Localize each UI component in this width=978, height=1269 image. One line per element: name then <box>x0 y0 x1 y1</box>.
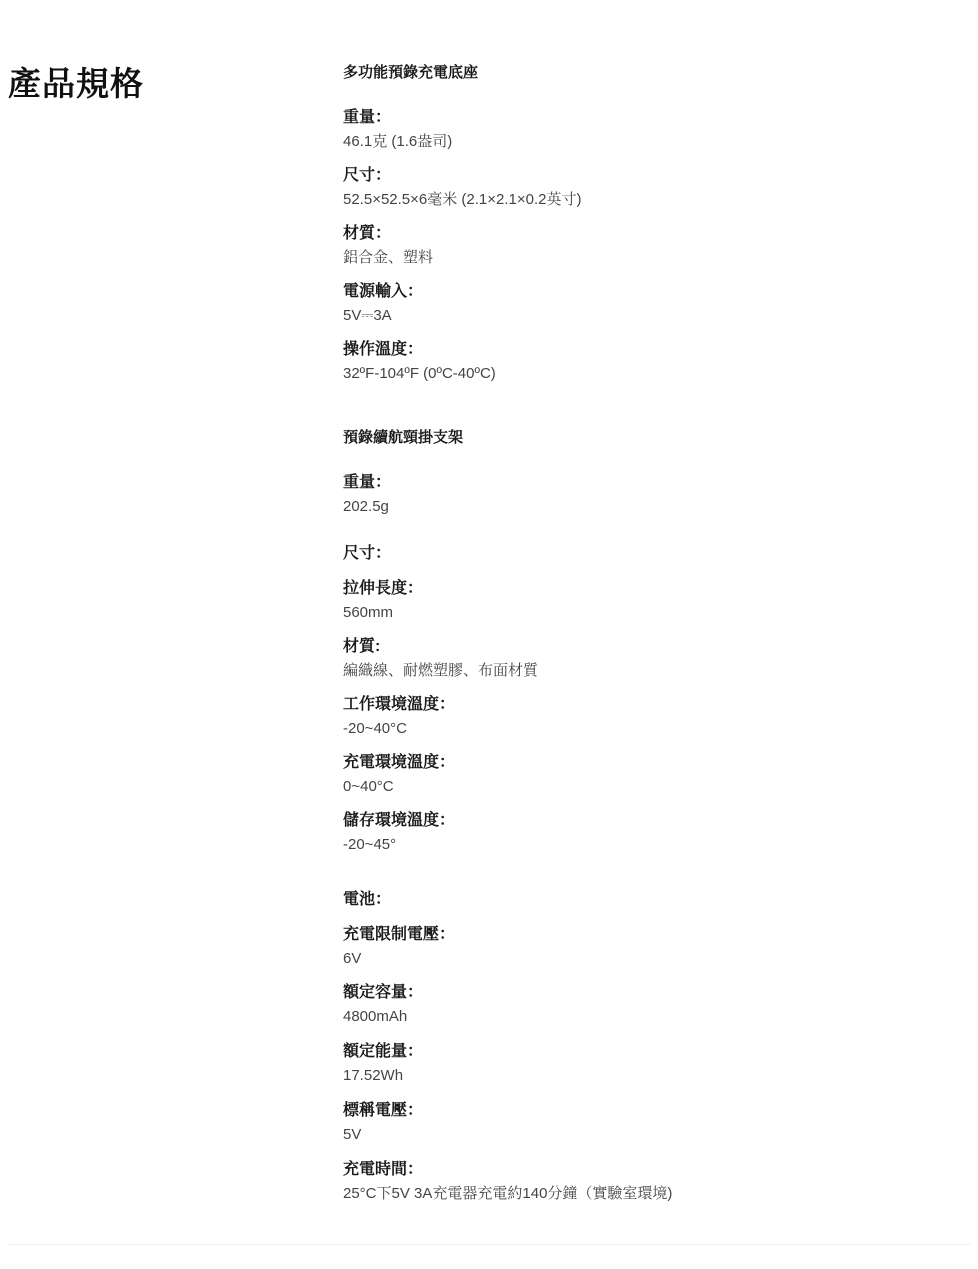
spec-label: 尺寸： <box>343 167 392 184</box>
spec-label: 充電時間： <box>343 1161 424 1178</box>
spec-value: 202.5g <box>343 498 389 515</box>
spec-value: 編織線、耐燃塑膠、布面材質 <box>343 662 539 679</box>
spec-value: 52.5×52.5×6毫米 (2.1×2.1×0.2英寸) <box>343 191 582 208</box>
spec-item-dimensions <box>343 543 391 567</box>
spec-label: 重量： <box>343 474 392 491</box>
spec-item-nominal-voltage <box>343 1100 423 1146</box>
spec-item-weight <box>343 472 391 518</box>
spec-label: 額定能量： <box>343 1043 424 1060</box>
spec-value: -20~40°C <box>343 720 407 737</box>
spec-item-working-temperature <box>343 694 455 740</box>
spec-item-material <box>343 636 963 682</box>
page-title: 產品規格 <box>8 65 144 102</box>
spec-item-storage-temperature <box>343 810 455 856</box>
spec-item-charging-time <box>343 1159 963 1205</box>
spec-item-material <box>343 223 433 269</box>
spec-item-dimensions <box>343 165 963 211</box>
spec-label: 額定容量： <box>343 984 424 1001</box>
spec-value: 0~40°C <box>343 778 394 795</box>
spec-value: 6V <box>343 950 362 967</box>
spec-label: 操作溫度： <box>343 341 424 358</box>
spec-value: 32ºF-104ºF (0ºC-40ºC) <box>343 365 496 382</box>
spec-item-charge-limit-voltage <box>343 924 455 970</box>
spec-label: 拉伸長度： <box>343 580 424 597</box>
spec-label: 尺寸： <box>343 545 392 562</box>
spec-value: 5V⎓3A <box>343 307 392 324</box>
spec-item-stretch-length <box>343 578 423 624</box>
spec-label: 標稱電壓： <box>343 1102 424 1119</box>
section-title-charging-dock: 多功能預錄充電底座 <box>343 64 479 81</box>
spec-label: 材質： <box>343 225 392 242</box>
spec-label: 充電環境溫度： <box>343 754 456 771</box>
spec-item-charging-temperature <box>343 752 455 798</box>
spec-value: 560mm <box>343 604 394 621</box>
section-title-neck-mount: 預錄續航頸掛支架 <box>343 429 464 446</box>
spec-label: 材質: <box>343 638 381 655</box>
spec-label: 儲存環境溫度： <box>343 812 456 829</box>
spec-item-rated-capacity <box>343 982 423 1028</box>
spec-value: 鋁合金、塑料 <box>343 249 434 266</box>
spec-value: 17.52Wh <box>343 1067 404 1084</box>
spec-label: 重量： <box>343 109 392 126</box>
spec-item-weight <box>343 107 452 153</box>
spec-label: 工作環境溫度： <box>343 696 456 713</box>
spec-item-rated-energy <box>343 1041 423 1087</box>
spec-label: 電源輸入： <box>343 283 424 300</box>
spec-value: 25°C下5V 3A充電器充電約140分鐘（實驗室環境) <box>343 1185 673 1202</box>
spec-value: 4800mAh <box>343 1008 408 1025</box>
spec-item-operating-temperature <box>343 339 963 385</box>
section-title-battery: 電池： <box>343 891 392 908</box>
spec-value: 5V <box>343 1126 362 1143</box>
spec-value: -20~45° <box>343 836 397 853</box>
spec-value: 46.1克 (1.6盎司) <box>343 133 453 150</box>
spec-label: 充電限制電壓： <box>343 926 456 943</box>
bottom-divider <box>8 1244 970 1245</box>
spec-item-power-input <box>343 281 423 327</box>
